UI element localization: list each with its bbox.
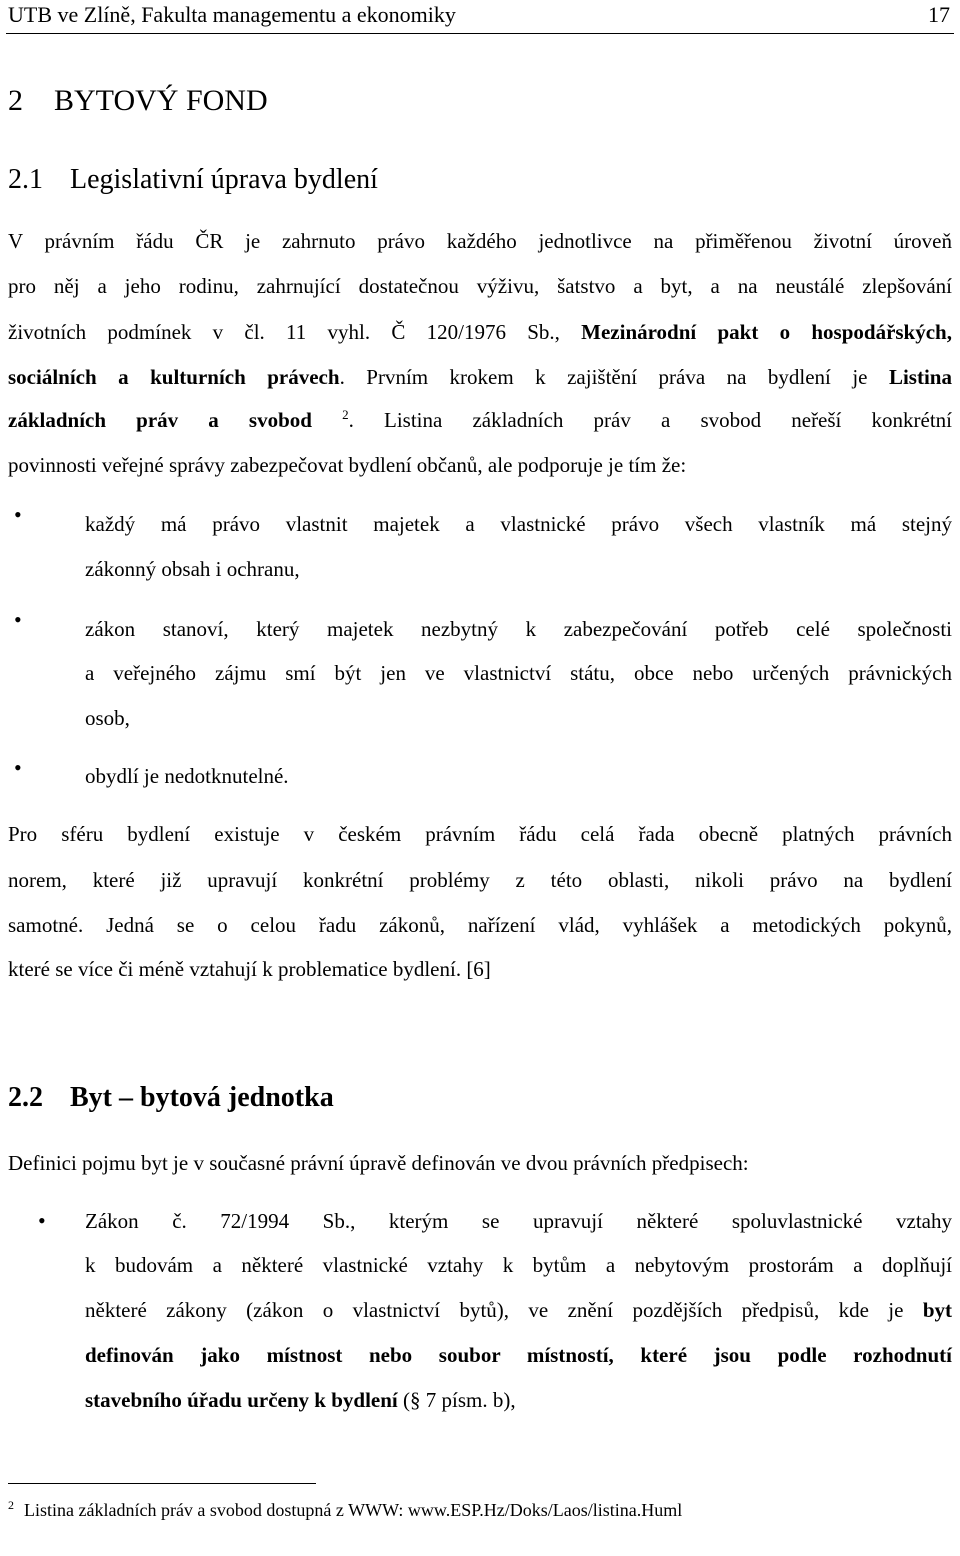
definition-bold: definován jako místnost nebo soubor místností, které jsou podle rozhodnutí	[85, 1343, 952, 1367]
list-item-line: zákonný obsah i ochranu,	[85, 557, 300, 581]
list-item-line	[85, 1388, 952, 1413]
list-item-line: k budovám a některé vlastnické vztahy k bytům a nebytovým prostorám a doplňují	[85, 1253, 952, 1277]
bullet-marker: •	[14, 755, 22, 780]
text-run: . Prvním krokem k zajištění práva na bydlení je	[339, 365, 889, 389]
list-item-line: zákon stanoví, který majetek nezbytný k zabezpečování potřeb celé společnosti	[85, 617, 952, 641]
section-heading-2-1	[8, 164, 378, 196]
paragraph-line: norem, které již upravují konkrétní problémy z této oblasti, nikoli právo na bydlení	[8, 868, 952, 892]
footnote-mark: 2	[8, 1498, 14, 1512]
charter-name-bold: Listina	[888, 365, 952, 389]
list-item-line	[85, 1343, 952, 1368]
running-header-title: UTB ve Zlíně, Fakulta managementu a ekonomiky	[8, 2, 456, 27]
charter-name-bold-cont: základních práv a svobod	[8, 408, 312, 432]
list-item-line: Zákon č. 72/1994 Sb., kterým se upravují některé spoluvlastnické vztahy	[85, 1209, 952, 1233]
paragraph-line: Definici pojmu byt je v současné právní úpravě definován ve dvou právních předpisech:	[8, 1151, 749, 1175]
chapter-heading	[8, 84, 268, 118]
section-title: Legislativní úprava bydlení	[70, 164, 378, 195]
header-rule	[6, 33, 954, 34]
definition-bold: stavebního úřadu určeny k bydlení	[85, 1388, 398, 1412]
list-item-line: každý má právo vlastnit majetek a vlastnické právo všech vlastník má stejný	[85, 512, 952, 536]
pact-name-bold-cont: sociálních a kulturních právech	[8, 365, 340, 389]
chapter-title: BYTOVÝ FOND	[54, 84, 268, 117]
list-item-line: obydlí je nedotknutelné.	[85, 764, 289, 788]
footnote-reference: 2	[342, 407, 349, 422]
text-run: životních podmínek v čl. 11 vyhl. Č 120/1976 Sb.,	[8, 320, 582, 344]
paragraph-line: V právním řádu ČR je zahrnuto právo každého jednotlivce na přiměřenou životní úroveň	[8, 229, 952, 253]
paragraph-line	[8, 365, 952, 390]
paragraph-line	[8, 408, 952, 433]
paragraph-line: pro něj a jeho rodinu, zahrnující dostatečnou výživu, šatstvo a byt, a na neustálé zlepšování	[8, 274, 952, 298]
footnote-text: Listina základních práv a svobod dostupná z WWW: www.ESP.Hz/Doks/Laos/listina.Huml	[24, 1500, 683, 1520]
paragraph-line	[8, 320, 952, 345]
pact-name-bold: Mezinárodní pakt o hospodářských,	[581, 320, 952, 344]
chapter-number: 2	[8, 84, 23, 117]
paragraph-line: které se více či méně vztahují k problematice bydlení. [6]	[8, 957, 491, 981]
text-run: některé zákony (zákon o vlastnictví bytů), ve znění pozdějších předpisů, kde je	[85, 1298, 923, 1322]
page-number: 17	[928, 2, 950, 27]
list-item-line	[85, 1298, 952, 1323]
section-title: Byt – bytová jednotka	[70, 1082, 334, 1113]
bullet-marker: •	[14, 607, 22, 632]
bullet-marker: •	[38, 1208, 46, 1233]
section-number: 2.2	[8, 1082, 43, 1113]
text-run: (§ 7 písm. b),	[397, 1388, 516, 1412]
section-number: 2.1	[8, 164, 43, 195]
definition-bold: byt	[922, 1298, 952, 1322]
paragraph-line: samotné. Jedná se o celou řadu zákonů, nařízení vlád, vyhlášek a metodických pokynů,	[8, 913, 952, 937]
text-run: . Listina základních práv a svobod neřeší konkrétní	[348, 408, 953, 432]
paragraph-line: povinnosti veřejné správy zabezpečovat bydlení občanů, ale podporuje je tím že:	[8, 453, 687, 477]
bullet-marker: •	[14, 502, 22, 527]
list-item-line: osob,	[85, 706, 130, 730]
list-item-line: a veřejného zájmu smí být jen ve vlastnictví státu, obce nebo určených právnických	[85, 661, 952, 685]
footnote-separator	[8, 1483, 316, 1484]
section-heading-2-2	[8, 1082, 334, 1114]
footnote	[8, 1498, 682, 1521]
paragraph-line: Pro sféru bydlení existuje v českém právním řádu celá řada obecně platných právních	[8, 822, 952, 846]
